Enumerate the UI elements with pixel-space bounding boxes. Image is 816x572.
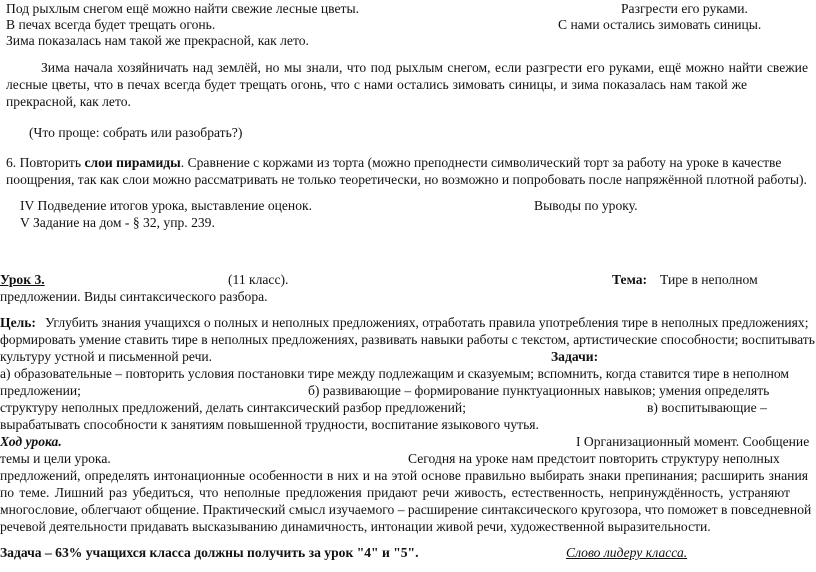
top-line-2-right: С нами остались зимовать синицы.	[558, 17, 762, 32]
item-6-line-1	[6, 154, 781, 171]
final-leader: Слово лидеру класса.	[566, 545, 688, 560]
tasks-a-line-2: предложении;	[0, 383, 81, 398]
topic-label: Тема:	[612, 272, 648, 287]
tasks-line-3: структуру неполных предложений, делать синтаксический разбор предложений;	[0, 400, 466, 415]
course-line-4: по теме. Лишний раз убедиться, что неполные предложения придают речи живость, естественность, непринуждённость, устраняют	[0, 485, 790, 500]
course-stage: I Организационный момент. Сообщение	[576, 434, 810, 449]
top-line-2-left: В печах всегда будет трещать огонь.	[6, 17, 216, 32]
tasks-label: Задачи:	[551, 349, 599, 364]
course-label: Ход урока.	[0, 434, 62, 449]
top-line-3: Зима показалась нам такой же прекрасной, как лето.	[6, 33, 309, 48]
goal-line-1: Углубить знания учащихся о полных и неполных предложениях, отработать правила употребления тире в неполных предложениях;	[45, 315, 809, 330]
goal-line-2: формировать умение ставить тире в неполных предложениях, развивать навыки работы с текстом, артистические способности; воспитывать	[0, 332, 815, 347]
section-4-right: Выводы по уроку.	[534, 198, 638, 213]
topic-text: Тире в неполном	[660, 272, 758, 287]
paragraph-line-3: прекрасной, как лето.	[6, 94, 131, 109]
tasks-line-4: вырабатывать способности к занятиям повышенной трудности, воспитание языкового чутья.	[0, 417, 539, 432]
section-4-left: IV Подведение итогов урока, выставление оценок.	[20, 198, 313, 213]
course-line-3: предложений, определять интонационные особенности в них и на этой основе правильно выбирать знаки препинания; расширить знания	[0, 468, 808, 483]
goal-label: Цель:	[0, 315, 36, 330]
tasks-b: б) развивающие – формирование пунктуационных навыков; умения определять	[308, 383, 770, 398]
final-task: Задача – 63% учащихся класса должны получить за урок "4" и "5".	[0, 545, 419, 560]
course-line-6: речевой деятельности придавать высказыванию динамичность, интонации живой речи, художественной выразительности.	[0, 519, 711, 534]
item-6-bold: слои пирамиды	[84, 155, 181, 170]
top-line-1-right: Разгрести его руками.	[621, 1, 748, 16]
paragraph-line-1: Зима начала хозяйничать над землёй, но мы знали, что под рыхлым снегом, если разгрести его руками, ещё можно найти свежие	[41, 60, 808, 75]
tasks-c: в) воспитывающие –	[647, 400, 767, 415]
goal-line-3: культуру устной и письменной речи.	[0, 349, 213, 364]
item-6-prefix: 6. Повторить	[6, 155, 85, 170]
lesson-title: Урок 3.	[0, 272, 45, 287]
item-6-line-2: поощрения, так как слои можно рассматривать не только теоретически, но возможно и попробовать после напряжённой плотной работы).	[6, 172, 807, 187]
paragraph-line-2: лесные цветы, что в печах всегда будет трещать огонь, что с нами остались зимовать синицы, и зима показалась нам такой же	[6, 77, 747, 92]
top-line-1-left: Под рыхлым снегом ещё можно найти свежие лесные цветы.	[6, 1, 360, 16]
course-line-5: многословие, облегчают общение. Практический смысл изучаемого – расширение синтаксического кругозора, что поможет в повседневной	[0, 502, 812, 517]
course-line-2-left: темы и цели урока.	[0, 451, 111, 466]
tasks-a-line-1: а) образовательные – повторить условия постановки тире между подлежащим и сказуемым; вспомнить, когда ставится тире в неполном	[0, 366, 790, 381]
topic-line-2: предложении. Виды синтаксического разбора.	[0, 289, 268, 304]
course-line-2-right: Сегодня на уроке нам предстоит повторить структуру неполных	[408, 451, 780, 466]
item-6-rest: . Сравнение с коржами из торта (можно преподнести символический торт за работу на уроке в качестве	[180, 155, 782, 170]
section-5: V Задание на дом - § 32, упр. 239.	[20, 215, 215, 230]
question-line: (Что проще: собрать или разобрать?)	[29, 125, 243, 140]
lesson-grade: (11 класс).	[228, 272, 289, 287]
